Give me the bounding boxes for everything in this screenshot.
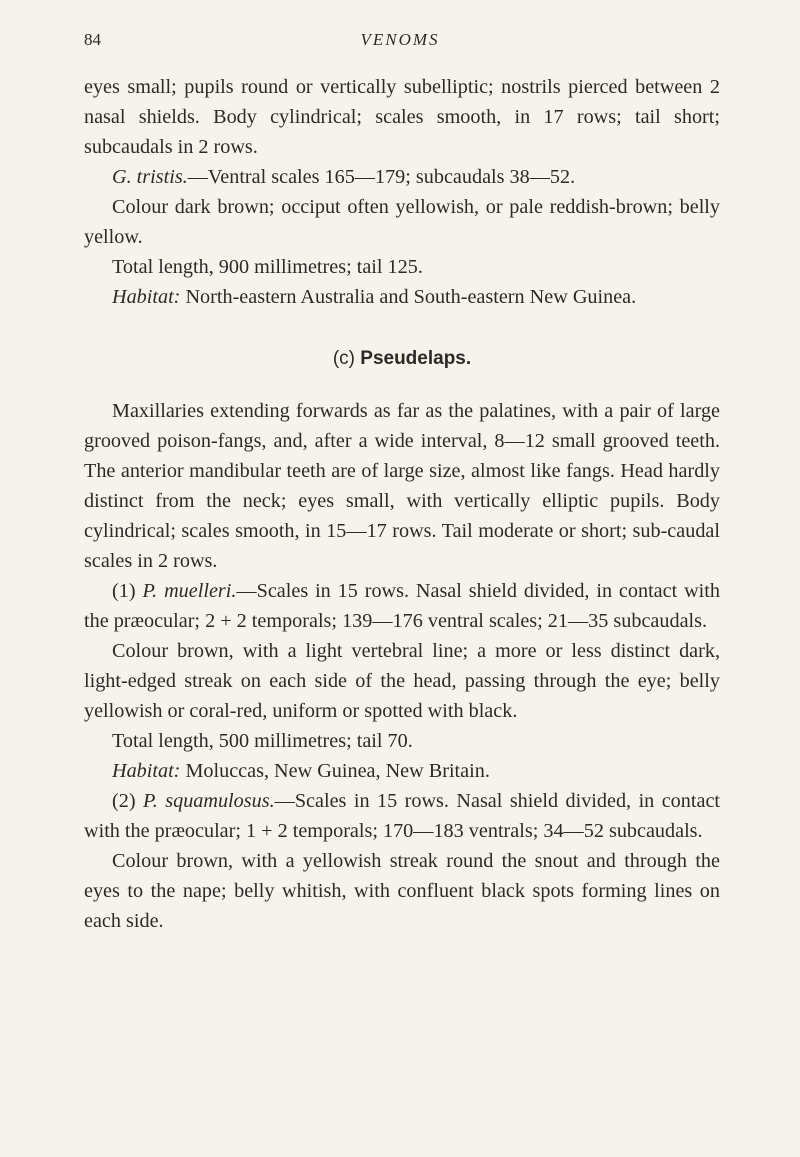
- species-paragraph: [84, 162, 720, 192]
- species-name: P. squamulosus.: [143, 790, 275, 812]
- page-body: [84, 72, 720, 936]
- page-number: 84: [84, 30, 101, 49]
- species-name: P. muelleri.: [142, 580, 237, 602]
- habitat-paragraph: [84, 756, 720, 786]
- section-title: Pseudelaps.: [360, 348, 472, 369]
- species-number: (2): [112, 790, 136, 812]
- section-number: (c): [332, 348, 355, 369]
- paragraph: eyes small; pupils round or vertically subelliptic; nostrils pierced between 2 nasal shields. Body cylindrical; scales smooth, in 17 rows; tail short; subcaudals in 2 rows.: [84, 76, 720, 158]
- section-heading: [84, 344, 720, 374]
- habitat-paragraph: [84, 282, 720, 312]
- length-paragraph: Total length, 500 millimetres; tail 70.: [112, 730, 413, 752]
- species-paragraph: [84, 786, 720, 846]
- habitat-text: North-eastern Australia and South-eastern New Guinea.: [180, 286, 637, 308]
- colour-paragraph: Colour dark brown; occiput often yellowish, or pale reddish-brown; belly yellow.: [84, 196, 720, 248]
- running-head: VENOMS: [360, 30, 440, 49]
- page-header: [0, 30, 800, 56]
- colour-paragraph: Colour brown, with a light vertebral line; a more or less distinct dark, light-edged streak on each side of the head, passing through the eye; belly yellowish or coral-red, uniform or spotted with black.: [84, 640, 720, 722]
- species-description: —Ventral scales 165—179; subcaudals 38—52.: [187, 166, 576, 188]
- species-name: G. tristis.: [112, 166, 188, 188]
- species-paragraph: [84, 576, 720, 636]
- habitat-text: Moluccas, New Guinea, New Britain.: [180, 760, 490, 782]
- species-description: —Scales in 15 rows. Nasal shield divided, in contact with the præocular; 2 + 2 temporals; 139—176 ventral scales; 21—35 subcaudals.: [84, 580, 720, 632]
- habitat-label: Habitat:: [112, 760, 181, 782]
- colour-paragraph: Colour brown, with a yellowish streak round the snout and through the eyes to the nape; belly whitish, with confluent black spots forming lines on each side.: [84, 850, 720, 932]
- section-intro: Maxillaries extending forwards as far as the palatines, with a pair of large grooved poison-fangs, and, after a wide interval, 8—12 small grooved teeth. The anterior mandibular teeth are of large size, almost like fangs. Head hardly distinct from the neck; eyes small, with vertically elliptic pupils. Body cylindrical; scales smooth, in 15—17 rows. Tail moderate or short; sub-caudal scales in 2 rows.: [84, 400, 720, 572]
- length-paragraph: Total length, 900 millimetres; tail 125.: [112, 256, 423, 278]
- species-number: (1): [112, 580, 136, 602]
- habitat-label: Habitat:: [112, 286, 181, 308]
- species-description: —Scales in 15 rows. Nasal shield divided, in contact with the præocular; 1 + 2 temporals; 170—183 ventrals; 34—52 subcaudals.: [84, 790, 721, 842]
